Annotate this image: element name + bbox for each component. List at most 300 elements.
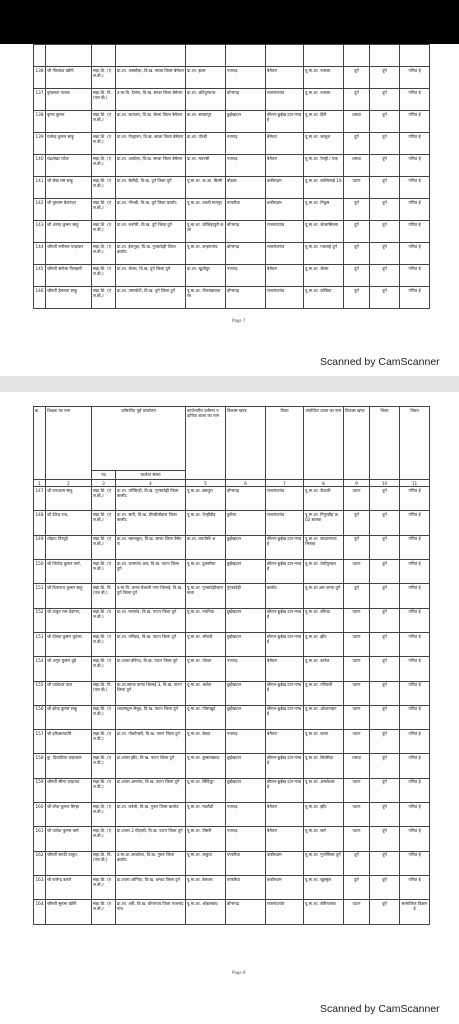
table-cell: 163 bbox=[34, 875, 46, 899]
table-cell: 150 bbox=[34, 560, 46, 584]
column-number: 2 bbox=[46, 480, 92, 487]
header-current-post: वर्तमानित पूर्व कार्यालय bbox=[92, 407, 186, 471]
table-cell: दुर्ग bbox=[370, 608, 400, 632]
table-cell: दुर्ग bbox=[344, 221, 370, 243]
table-cell: सहा.शि. (एल.बी.) bbox=[92, 608, 116, 632]
table-row bbox=[34, 778, 430, 802]
table-cell: सहा.शि. (एल.बी.) bbox=[92, 155, 116, 177]
table-cell: पाटन bbox=[344, 608, 370, 632]
table-cell: गणित ई bbox=[400, 243, 430, 265]
table-cell: पू.मा.शा. हिरी bbox=[304, 111, 344, 133]
table-cell: दुर्ग bbox=[370, 851, 400, 875]
table-cell: पू.मा.शा. पीसरी bbox=[186, 827, 226, 851]
header-name: शिक्षक का नाम bbox=[46, 407, 92, 480]
transfer-table-page-7 bbox=[33, 44, 430, 309]
table-cell: दुर्ग bbox=[370, 778, 400, 802]
table-cell: उ.मा.वि. कन्या वैशाली नगर भिलाई, वि.ख. दुर्ग जिला दुर्ग bbox=[116, 584, 186, 608]
table-cell: डोंगरगढ़ bbox=[226, 243, 266, 265]
table-cell: श्रीमती मनीरमा चन्द्राकर bbox=[46, 243, 92, 265]
column-number: 6 bbox=[226, 480, 266, 487]
document-page-8 bbox=[0, 392, 459, 1024]
table-cell: कृष्ण कुमार bbox=[46, 111, 92, 133]
table-cell: श्री पालेश कुमार वर्मा bbox=[46, 827, 92, 851]
table-cell: राजनांदगांव bbox=[266, 900, 304, 924]
page-number: Page 8 bbox=[232, 970, 246, 975]
table-cell: पाटन bbox=[344, 487, 370, 511]
table-cell: पू.मा.शा. बेलतरा bbox=[186, 875, 226, 899]
header-district: जिला bbox=[266, 407, 304, 480]
table-cell: सहा.शि. (एल.बी.) bbox=[92, 778, 116, 802]
table-cell: धमधा bbox=[344, 155, 370, 177]
table-cell: श्री घनश्याम साहू bbox=[46, 487, 92, 511]
table-cell: सहा.शि. (एल.बी.) bbox=[92, 900, 116, 924]
table-cell: 155 bbox=[34, 681, 46, 705]
table-cell: श्रीमती सीमा चन्द्राकर bbox=[46, 778, 92, 802]
table-cell: दुर्ग bbox=[370, 67, 400, 89]
table-cell: दुर्ग bbox=[370, 875, 400, 899]
table-cell: प्रा.शाला झींट, वि.ख. पाटन जिला दुर्ग bbox=[116, 754, 186, 778]
table-cell: पू.मा.शा. पीपरखाराकला bbox=[186, 287, 226, 309]
table-cell: गणित ई bbox=[400, 754, 430, 778]
table-cell: पू.मा.शा. कन्हारगांव bbox=[186, 243, 226, 265]
table-cell: बालोद bbox=[266, 584, 304, 608]
table-cell: प्रा.शा. मलगांव, वि.ख. पाटन जिला दुर्ग bbox=[116, 608, 186, 632]
table-cell: पू.मा.शा. जालुल bbox=[304, 133, 344, 155]
table-cell: छीरान-छुईख दान-गण्डई bbox=[266, 608, 304, 632]
table-cell: प्रा.शाला बोरेन्दा, वि.ख. पाटन जिला दुर्ग bbox=[116, 657, 186, 681]
table-cell: दुर्ग bbox=[370, 584, 400, 608]
table-cell: श्री ठाकुर राम देवांगन, bbox=[46, 608, 92, 632]
table-cell: राजनांदगांव bbox=[266, 511, 304, 535]
table-cell: दुर्ग bbox=[370, 681, 400, 705]
header-new-school: संयोजित शाला का नाम bbox=[304, 407, 344, 480]
table-cell: पण्डरिया bbox=[226, 199, 266, 221]
table-cell: दुर्ग bbox=[344, 133, 370, 155]
table-cell: प्रा.शा. गोडपेन्डरी, वि.ख. पाटन जिला दुर्ग bbox=[116, 730, 186, 754]
table-cell: सहा.शि. (एल.बी.) bbox=[92, 487, 116, 511]
table-cell: छुईखदान bbox=[226, 632, 266, 656]
table-row bbox=[34, 487, 430, 511]
table-cell: नवागढ़ bbox=[226, 155, 266, 177]
table-cell: चंद्रशेखर पटेल bbox=[46, 155, 92, 177]
table-cell: पू.मा.शा. कापा bbox=[304, 730, 344, 754]
table-cell: पू.मा.शा. पेण्ड्रीडीह bbox=[186, 511, 226, 535]
table-cell: पू.मा.शा. ओड़ारबांध bbox=[186, 900, 226, 924]
table-cell: प्रा.शा. तोरडी bbox=[186, 133, 226, 155]
table-cell: छुईखदान bbox=[226, 535, 266, 559]
table-cell: छीरान-छुईख दान-गण्डई bbox=[266, 560, 304, 584]
table-cell: छुईखदान bbox=[226, 754, 266, 778]
table-cell: नवागढ़ bbox=[226, 827, 266, 851]
table-cell: प्रा.शा. नीभडी, वि.ख. दुर्ग जिला बालोद bbox=[116, 199, 186, 221]
table-cell: डोंगरगढ़ bbox=[226, 287, 266, 309]
table-cell: श्रीमती सपति ठाकुर, bbox=[46, 851, 92, 875]
table-row bbox=[34, 560, 430, 584]
table-cell: छीरान-छुईख दान-गण्डई bbox=[266, 681, 304, 705]
table-cell: प्रा.शा.ब्लाक कन्या भिलाई 3, वि.ख. पाटन जिला दुर्ग bbox=[116, 681, 186, 705]
table-cell: सामाजिक विज्ञान ई bbox=[400, 900, 430, 924]
table-cell: 144 bbox=[34, 243, 46, 265]
table-cell: गणित ई bbox=[400, 851, 430, 875]
table-row bbox=[34, 803, 430, 827]
table-cell: राजनांदगांव bbox=[266, 487, 304, 511]
header-current-school: कार्यभारित वर्तमान पदांकित शाला का नाम bbox=[186, 407, 226, 480]
table-cell: 153 bbox=[34, 632, 46, 656]
table-cell: छुरिया bbox=[226, 511, 266, 535]
table-cell: बेमेतरा bbox=[266, 265, 304, 287]
table-cell: श्रीमती हेमलता साहू bbox=[46, 287, 92, 309]
table-cell: दुर्ग bbox=[370, 133, 400, 155]
table-cell: पू.मा.शा. खुरसुल bbox=[304, 875, 344, 899]
table-row bbox=[34, 754, 430, 778]
table-cell: दुर्ग bbox=[370, 487, 400, 511]
table-cell: पू.मा.शा. गुणर्गिसार दुर्ग bbox=[304, 851, 344, 875]
table-row bbox=[34, 287, 430, 309]
table-cell: प्रा.शा. अस्कोला, वि.ख. साजा जिला बेमेतरा bbox=[116, 67, 186, 89]
table-cell: सहा.शि. (एल.बी.) bbox=[92, 560, 116, 584]
table-cell: शाउम्मटुल सेलूद, वि.ख. पाटन जिला दुर्ग bbox=[116, 705, 186, 729]
table-cell: नवागढ़ bbox=[226, 803, 266, 827]
table-cell: 138 bbox=[34, 111, 46, 133]
table-cell: प्रा.शाला ओगिया, वि.ख. धमधा जिला दुर्ग bbox=[116, 875, 186, 899]
table-cell: सहा.शि. (एल.बी.) bbox=[92, 632, 116, 656]
table-cell: प्रा.शा. अकोला, वि.ख. साजा जिला बेमेतरा bbox=[116, 155, 186, 177]
table-cell: दुर्ग bbox=[370, 265, 400, 287]
table-cell: गणित ई bbox=[400, 265, 430, 287]
table-row bbox=[34, 155, 430, 177]
table-cell: प्रा.शा. जेवरा, वि.ख. दुर्ग जिला दुर्ग bbox=[116, 265, 186, 287]
table-row bbox=[34, 851, 430, 875]
table-cell: पाटन bbox=[344, 177, 370, 199]
table-cell: 138 bbox=[34, 67, 46, 89]
table-cell: धमधा bbox=[344, 111, 370, 133]
table-cell: पाटन bbox=[344, 560, 370, 584]
table-cell: गणित ई bbox=[400, 681, 430, 705]
table-cell: श्री दीपक कुमार कुटेला bbox=[46, 632, 92, 656]
table-cell: दुर्ग bbox=[344, 265, 370, 287]
table-cell: सहा.शि. (एल.बी.) bbox=[92, 221, 116, 243]
column-number: 11 bbox=[400, 480, 430, 487]
table-cell: कु. दिव्यप्रिया चन्द्राकार bbox=[46, 754, 92, 778]
table-cell: सहा.शि. (एल.बी.) bbox=[92, 133, 116, 155]
table-cell: बेमेतरा bbox=[266, 155, 304, 177]
table-row bbox=[34, 133, 430, 155]
table-cell: राजनांदगांव bbox=[266, 89, 304, 111]
table-cell: प्रा.शा. झाल bbox=[186, 67, 226, 89]
table-cell: पू.मा.शा. जेवरा bbox=[304, 265, 344, 287]
table-cell: पू.मा.शा. गोलाखुर्द bbox=[186, 705, 226, 729]
table-cell: प्रा.शा. उमरपोटी, वि.ख. दुर्ग जिला दुर्ग bbox=[116, 287, 186, 309]
column-number: 10 bbox=[370, 480, 400, 487]
table-cell: सहा.शि. (एल.बी.) bbox=[92, 705, 116, 729]
header-new-block: विकास खण्ड bbox=[344, 407, 370, 480]
table-cell: नवागढ़ bbox=[226, 67, 266, 89]
table-cell: पू.मा.शा. कोडिया bbox=[304, 287, 344, 309]
table-cell: श्री लेख राम साहू bbox=[46, 177, 92, 199]
table-cell: दुर्ग bbox=[370, 705, 400, 729]
table-row bbox=[34, 177, 430, 199]
table-cell: 140 bbox=[34, 155, 46, 177]
page-separator bbox=[0, 376, 459, 392]
table-cell: प्रा.शा. करेली, वि.ख. गुरूर जिला बालोद bbox=[116, 803, 186, 827]
table-cell: छुईखदान bbox=[226, 560, 266, 584]
table-cell: कबीरधाम bbox=[266, 177, 304, 199]
column-number: 5 bbox=[186, 480, 226, 487]
column-number: 1 bbox=[34, 480, 46, 487]
table-cell: पू.मा.शा. बोरीगारका bbox=[304, 900, 344, 924]
table-row bbox=[34, 730, 430, 754]
table-cell: डोंगरगढ़ bbox=[226, 89, 266, 111]
table-cell: सहा.शि. (एल.बी.) bbox=[92, 535, 116, 559]
table-cell: छुईखदान bbox=[226, 111, 266, 133]
table-cell: 139 bbox=[34, 133, 46, 155]
table-cell bbox=[92, 45, 116, 67]
table-cell: 143 bbox=[34, 221, 46, 243]
table-cell: पू.मा.शा. गनियारी bbox=[304, 681, 344, 705]
column-number: 9 bbox=[344, 480, 370, 487]
table-cell: पू.मा.शा. सिंदियुर bbox=[186, 778, 226, 802]
table-row bbox=[34, 705, 430, 729]
table-cell: बेमेतरा bbox=[266, 657, 304, 681]
table-cell bbox=[344, 45, 370, 67]
table-cell: पू.मा.शा. केंकारी bbox=[304, 487, 344, 511]
table-cell: प्रा.शाला अमगांव, वि.ख. पाटन जिला दुर्ग bbox=[116, 778, 186, 802]
table-cell: श्री हरिप्रसादचौरे bbox=[46, 730, 92, 754]
table-cell: डोंगरगढ़ bbox=[226, 487, 266, 511]
header-office: कार्यरत संस्था bbox=[116, 471, 186, 480]
table-cell: श्री जितेन्द्र कुमार वर्मा, bbox=[46, 560, 92, 584]
column-number: 8 bbox=[304, 480, 344, 487]
table-cell: प्रा.शा. बेलौदी, वि.ख. दुर्ग जिला दुर्ग bbox=[116, 177, 186, 199]
table-cell bbox=[370, 45, 400, 67]
table-row bbox=[34, 900, 430, 924]
table-cell: पू.मा.शा. जोरादी bbox=[186, 632, 226, 656]
table-cell: गणित ई bbox=[400, 133, 430, 155]
table-cell: पू.मा.शा. निकुम bbox=[304, 199, 344, 221]
table-cell: पण्डरिया bbox=[226, 875, 266, 899]
table-cell: पू.मा.शा. बोरेन्दा bbox=[304, 608, 344, 632]
table-cell: दुर्ग bbox=[370, 827, 400, 851]
table-cell: पू.मा.शा. पेण्ड्री / गाड़ bbox=[304, 155, 344, 177]
table-cell: 146 bbox=[34, 287, 46, 309]
table-cell: दुर्ग bbox=[370, 754, 400, 778]
table-cell: पू.मा.शा. क.आ. बिरमी bbox=[186, 177, 226, 199]
table-cell: 162 bbox=[34, 851, 46, 875]
table-cell: सहा.शि. पि. (एल बी.) bbox=[92, 851, 116, 875]
table-cell: गणित ई bbox=[400, 730, 430, 754]
table-cell: श्री अनूप कुमार दुबे bbox=[46, 657, 92, 681]
table-cell: छुईखदान bbox=[226, 681, 266, 705]
table-cell: डोंगरगढ़ bbox=[226, 900, 266, 924]
table-cell: दुर्ग bbox=[344, 511, 370, 535]
table-cell: छीरान-छुईख दान-गण्डई bbox=[266, 705, 304, 729]
table-cell: दुर्ग bbox=[344, 89, 370, 111]
table-cell: प्रा.शा. करगेरी, वि.ख. दुर्ग जिला दुर्ग bbox=[116, 221, 186, 243]
table-cell: पू.मा.शा. छन्नपुरा bbox=[186, 487, 226, 511]
table-cell: गणित ई bbox=[400, 560, 430, 584]
table-cell: बेमेतरा bbox=[266, 827, 304, 851]
table-cell bbox=[116, 45, 186, 67]
table-cell: श्री राजेन्द्र बारले bbox=[46, 875, 92, 899]
table-cell: दुर्ग bbox=[370, 199, 400, 221]
table-cell: श्रीमती सरोजा गिलहारी bbox=[46, 265, 92, 287]
table-cell: पू.मा.शा. ठकरी मानपुर bbox=[186, 199, 226, 221]
table-cell: प्रा.शा. छोटेदुग्गावर bbox=[186, 89, 226, 111]
table-row bbox=[34, 608, 430, 632]
table-cell: दुर्ग bbox=[344, 243, 370, 265]
table-cell: गणित ई bbox=[400, 657, 430, 681]
table-cell: राजनांदगांव bbox=[266, 287, 304, 309]
table-cell: गणित ई bbox=[400, 487, 430, 511]
header-block: विकास खण्ड bbox=[226, 407, 266, 480]
table-cell: सहा.शि. (एल.बी.) bbox=[92, 111, 116, 133]
table-cell: बोड़ला bbox=[226, 177, 266, 199]
table-cell: पू.मा.शा. सिरसिदा bbox=[304, 754, 344, 778]
table-cell: 145 bbox=[34, 265, 46, 287]
table-row bbox=[34, 681, 430, 705]
table-cell: 160 bbox=[34, 803, 46, 827]
table-cell: 141 bbox=[34, 177, 46, 199]
table-cell: प्रा.शा. करतोसी अ bbox=[186, 535, 226, 559]
table-cell: दुर्ग bbox=[370, 177, 400, 199]
table-cell: श्री पुरुराम बेलनंदन bbox=[46, 199, 92, 221]
table-cell: पू.मा.शा. अमलेश्वर bbox=[304, 778, 344, 802]
table-cell: दुर्ग bbox=[370, 511, 400, 535]
table-cell: नवागढ़ bbox=[226, 265, 266, 287]
table-cell: सहा.शि. (एल.बी.) bbox=[92, 265, 116, 287]
table-cell: गणित ई bbox=[400, 827, 430, 851]
table-cell: प्रा.शा. ईरागुड़ा, वि.ख. गुण्डरदेही जिला बालोद bbox=[116, 243, 186, 265]
table-cell: नवागढ़ bbox=[226, 657, 266, 681]
table-cell: गणित ई bbox=[400, 287, 430, 309]
table-cell: पू.मा.शा. तोरला bbox=[186, 657, 226, 681]
table-cell: प्रा.शा. अरी, वि.ख. डोंगरगांव जिला राजनांदगांव bbox=[116, 900, 186, 924]
page-number: Page 7 bbox=[232, 318, 246, 323]
table-cell: गणित ई bbox=[400, 177, 430, 199]
table-cell: 161 bbox=[34, 827, 46, 851]
table-cell: 142 bbox=[34, 199, 46, 221]
table-cell: दुर्ग bbox=[370, 632, 400, 656]
header-post: पद bbox=[92, 471, 116, 480]
table-cell: प्रा.शा. तर्रीबिन्द्री, वि.ख. गुण्डरदेही जिला बालोद bbox=[116, 487, 186, 511]
table-row bbox=[34, 243, 430, 265]
table-cell: गणित ई bbox=[400, 221, 430, 243]
table-cell: पू.मा.शा. गिनुरडीह क. 02 बालक bbox=[304, 511, 344, 535]
table-cell: पाटन bbox=[344, 827, 370, 851]
table-row bbox=[34, 632, 430, 656]
table-cell: पू.मा.शा. दुल्लरिया bbox=[186, 560, 226, 584]
table-cell: श्री दिनानाथ कुमार साहू bbox=[46, 584, 92, 608]
header-new-district: जिला bbox=[370, 407, 400, 480]
table-cell: दुर्ग bbox=[370, 111, 400, 133]
table-cell: प्रा.शाला 3 गोड़ाली, वि.ख. पाटन जिला दुर्ग bbox=[116, 827, 186, 851]
table-cell: दुर्ग bbox=[344, 67, 370, 89]
table-cell: दुर्ग bbox=[370, 287, 400, 309]
table-cell: पू.मा.शा. भाठेरा bbox=[186, 681, 226, 705]
table-cell: गणित ई bbox=[400, 803, 430, 827]
table-cell: प्रा.शा. सरकापुर bbox=[186, 111, 226, 133]
table-cell: दुर्ग bbox=[344, 584, 370, 608]
table-cell: धमधा bbox=[344, 754, 370, 778]
table-cell: पू.मा.शा. कुसवाखादा bbox=[186, 754, 226, 778]
table-cell: 156 bbox=[34, 705, 46, 729]
table-cell: गणित ई bbox=[400, 199, 430, 221]
table-cell: 137 bbox=[34, 89, 46, 111]
table-cell: पू.मा.शा. रश्मका bbox=[304, 89, 344, 111]
table-cell: दुर्ग bbox=[344, 199, 370, 221]
table-cell: पू.मा.शा.आर कन्या दुर्ग bbox=[304, 584, 344, 608]
table-cell: उ.मा.शा.अरकोला, वि.ख. गुरूर जिला बालोद bbox=[116, 851, 186, 875]
table-cell: छुईखदान bbox=[226, 608, 266, 632]
table-cell: दुर्ग bbox=[344, 535, 370, 559]
table-cell bbox=[266, 45, 304, 67]
table-cell: पू.मा.शा. बटरेल bbox=[304, 657, 344, 681]
table-cell: दुर्ग bbox=[370, 900, 400, 924]
table-cell: दुर्ग bbox=[370, 155, 400, 177]
table-cell: पाटन bbox=[344, 657, 370, 681]
table-cell: सहा.शि. (एल.बी.) bbox=[92, 243, 116, 265]
table-cell: पाटन bbox=[344, 778, 370, 802]
table-cell: गणित ई bbox=[400, 705, 430, 729]
table-cell: 154 bbox=[34, 657, 46, 681]
table-cell: सहा.शि. (एल.बी.) bbox=[92, 67, 116, 89]
table-row bbox=[34, 67, 430, 89]
table-cell: गुण्डरदेही bbox=[226, 584, 266, 608]
table-cell: दुर्ग bbox=[370, 560, 400, 584]
table-cell: सहा.शि. पि. (एल बी.) bbox=[92, 89, 116, 111]
table-cell: पाटन bbox=[344, 803, 370, 827]
table-cell: पू.मा.शा. नचनिया bbox=[186, 608, 226, 632]
table-cell: गणित ई bbox=[400, 778, 430, 802]
table-cell: 148 bbox=[34, 511, 46, 535]
document-page-7 bbox=[0, 0, 459, 376]
table-cell: राजेन्द्र कुमार साहू bbox=[46, 133, 92, 155]
table-cell: श्री देवेन्द्र राय, bbox=[46, 511, 92, 535]
table-cell: पाटन bbox=[344, 681, 370, 705]
table-cell: छीरान-छुईख दान-गण्डई bbox=[266, 535, 304, 559]
table-cell: प्रा.शा. खुशीपुर bbox=[186, 265, 226, 287]
header-subject: विषय bbox=[400, 407, 430, 480]
table-cell: सहा.शि. पि. (एल बी.) bbox=[92, 584, 116, 608]
table-cell: पू.मा.शा. जेवरासिरसा bbox=[304, 221, 344, 243]
table-cell: पू.मा.शा. ओदरागहन bbox=[304, 705, 344, 729]
table-cell: छीरान-छुईख दान-गण्डई bbox=[266, 778, 304, 802]
table-cell: 164 bbox=[34, 900, 46, 924]
table-cell: प्रा.शा. पेण्ड्रावन, वि.ख. साजा जिला बेमेतरा bbox=[116, 133, 186, 155]
table-cell: छीरान-छुईख दान-गण्डई bbox=[266, 111, 304, 133]
table-cell: पू.मा.शा. गुण्डरदेहीजामकला bbox=[186, 584, 226, 608]
table-cell: प्रा.शा. लावतरा, वि.ख. बेरला जिला बेमेतरा bbox=[116, 111, 186, 133]
table-cell: कबीरधाम bbox=[266, 199, 304, 221]
scanner-watermark: Scanned by CamScanner bbox=[320, 356, 440, 368]
table-cell bbox=[400, 45, 430, 67]
table-cell: कबीरधाम bbox=[266, 851, 304, 875]
table-cell: गणित ई bbox=[400, 875, 430, 899]
table-cell: सहा.शि. (एल.बी.) bbox=[92, 827, 116, 851]
table-cell: उ.मा.वि. दैलगा, वि.ख. साजा जिला बेमेतरा bbox=[116, 89, 186, 111]
table-cell: 152 bbox=[34, 608, 46, 632]
table-cell: पू.मा.शा. कल्मिलाई 19 bbox=[304, 177, 344, 199]
table-row bbox=[34, 199, 430, 221]
table-cell: सहा.शि. (एल.बी.) bbox=[92, 657, 116, 681]
table-cell: नवागढ़ bbox=[226, 133, 266, 155]
table-cell: श्री पालेश्वर पाल bbox=[46, 681, 92, 705]
table-cell bbox=[226, 45, 266, 67]
table-row bbox=[34, 827, 430, 851]
table-cell: दुर्ग bbox=[370, 221, 400, 243]
table-cell: पू.मा.शा. सरदारगावा भिलाइ bbox=[304, 535, 344, 559]
table-cell: 159 bbox=[34, 778, 46, 802]
